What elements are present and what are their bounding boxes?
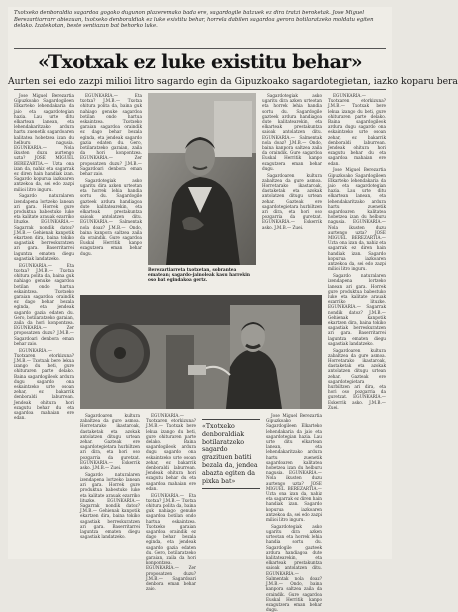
column-1-text-cont: Sagardo naturalaren izendapena lortzeko lanean ari gara. Horrek gure produktua babestuko luke eta kalitate arauak ezarriko lituzke. EGUNKARIA.— Sagarrak nondik datoz? J.M.B.— Gehienak kanpotik ekartzen dira, baina tokiko sagastiak berreskuratzen ari gara. Baserritarrei laguntza ematen diegu sagastiak landatzeko. xyxy=(14,193,74,261)
portrait-photo-image xyxy=(148,93,256,265)
text-column-5 xyxy=(328,93,386,557)
column-5-text-more: Sagardo naturalaren izendapena lortzeko lanean ari gara. Horrek gure produktua babestuko luke eta kalitate arauak ezarriko lituzke. EGUNKARIA.— Sagarrak nondik datoz? J.M.B.— Gehienak kanpotik ekartzen dira, baina tokiko sagastiak berreskuratzen ari gara. Baserritarrei laguntza ematen diegu sagastiak landatzeko. xyxy=(328,273,386,346)
text-column-3-lower xyxy=(146,413,196,592)
cider-tapping-photo-image xyxy=(80,295,322,409)
article-subheadline: Aurten sei edo zazpi milioi litro sagardo egin da Gipuzkoako sagardotegietan, iazko koparu bera xyxy=(8,76,458,87)
column-2-lower-text-cont: Sagardo naturalaren izendapena lortzeko lanean ari gara. Horrek gure produktua babestuko luke eta kalitate arauak ezarriko lituzke. EGUNKARIA.— Sagarrak nondik datoz? J.M.B.— Gehienak kanpotik ekartzen dira, baina tokiko sagastiak berreskuratzen ari gara. Baserritarrei laguntza ematen diegu sagastiak landatzeko. xyxy=(80,471,140,540)
column-5-text-end: Sagardoaren kultura zabaltzea da gure asmoa. Horretarako ikastaroak, dastaketak eta azokak antolatzen ditugu urtean zehar. Gazteak ere sagardotegietara hurbiltzen ari dira, eta hori oso pozgarria da guretzat. EGUNKARIA.— Eskerrik asko. J.M.B.— Zuei. xyxy=(328,347,386,410)
text-column-2-lower xyxy=(80,413,140,557)
bottom-photo xyxy=(80,295,322,409)
photo-caption: Berezartiarreta txotxetan, sobrantea ematean; sagardo-jainoleak kasu harrekin oso bat egindakoa gertz. xyxy=(148,268,250,284)
column-3-lower-text: EGUNKARIA.— Txotxaren etorkizuna? J.M.B.— Txotxak bere lekua izango du beti, gure ohituraren parte delako. Baina sagardogileok ardura dugu sagardo ona eskaintzeko urte osoan zehar, ez bakarrik denboraldi laburrean. Jendeak ohitura hori ezagutu behar du eta sagardoa mahaian ere edan. xyxy=(146,413,196,491)
text-column-1 xyxy=(14,93,74,557)
column-3-lower-text-cont: EGUNKARIA.— Eta txotxa? J.M.B.— Txotxa ohitura polita da, baina guk nahiago genuke sagardoa botilan ondo hartua eskaintzea. Txotxeko garaian sagardoa oraindik ez dago behar bezala eginda, eta jendeak sagardo gazia edaten du. Gero, botilaratzeko garaian, zaila da hori konpontzea. EGUNKARIA.— Zer proposatzen duzu? J.M.B.— Sagardoari denbora eman behar zaio. xyxy=(146,492,196,592)
column-5-text: EGUNKARIA.— Txotxaren etorkizuna? J.M.B.— Txotxak bere lekua izango du beti, gure ohituraren parte delako. Baina sagardogileok ardura dugu sagardo ona eskaintzeko urte osoan zehar, ez bakarrik denboraldi laburrean. Jendeak ohitura hori ezagutu behar du eta sagardoa mahaian ere edan. xyxy=(328,93,386,166)
article-headline: «Txotxak ez luke existitu behar» xyxy=(38,51,362,73)
top-photo xyxy=(148,93,256,265)
column-4-lower-text-cont: Sagardotegiak asko ugaritu dira azken urteotan eta horrek lehia handia sortu du. Sagardogile gazteek ardura handiagoa dute kalitatearekin, eta elkarteak prestakuntza saioak antolatzen ditu. EGUNKARIA.— Salmentak nola doaz? J.M.B.— Ondo, baina kanpora saltzea zaila da oraindik. Gure sagardoa Euskal Herritik kanpo ezagutzera eman behar dugu. xyxy=(266,523,322,612)
column-5-text-cont: Jose Miguel Berezartia Gipuzkoako Sagardogileen Elkarteko lehendakaria da jaio eta sagardotegian hazia. Lau urte ditu elkartean lanean, eta lehendakaritzako ardura hartu zuenetik sagardoaren kalitatea hobetzea izan du helburu nagusia. EGUNKARIA.— Nola ikusten duzu aurtengo uzta? JOSE MIGUEL BEREZARTIA.— Uzta ona izan da, nahiz eta sagarrak ez diren hain handiak izan. Sagardo kopurua iazkoaren antzekoa da, sei edo zazpi milioi litro inguru. xyxy=(328,167,386,272)
column-1-text-end: EGUNKARIA.— Txotxaren etorkizuna? J.M.B.— Txotxak bere lekua izango du beti, gure ohituraren parte delako. Baina sagardogileok ardura dugu sagardo ona eskaintzeko urte osoan zehar, ez bakarrik denboraldi laburrean. Jendeak ohitura hori ezagutu behar du eta sagardoa mahaian ere edan. xyxy=(14,347,74,421)
intro-paragraph: Txotxeko denboraldia sagardoa gogoko dugunon plazeremako bada ere, sagardogile batzuek ez dira tratzi beroketak. Jose Miguel Berezartiarrarr abiezuan, txotxeko denboraldiak ez luke existitu behar, horrela dabilen sagardoa gerora botilaratzeko moldatu egiten delako. Izatekotan, beste sentiazun bat behorko luke. xyxy=(14,10,374,30)
top-rule xyxy=(14,48,386,49)
column-4-lower-text: Jose Miguel Berezartia Gipuzkoako Sagardogileen Elkarteko lehendakaria da jaio eta sagardotegian hazia. Lau urte ditu elkartean lanean, eta lehendakaritzako ardura hartu zuenetik sagardoaren kalitatea hobetzea izan du helburu nagusia. EGUNKARIA.— Nola ikusten duzu aurtengo uzta? JOSE MIGUEL BEREZARTIA.— Uzta ona izan da, nahiz eta sagarrak ez diren hain handiak izan. Sagardo kopurua iazkoaren antzekoa da, sei edo zazpi milioi litro inguru. xyxy=(266,413,322,523)
column-4-text: Sagardotegiak asko ugaritu dira azken urteotan eta horrek lehia handia sortu du. Sagardogile gazteek ardura handiagoa dute kalitatearekin, eta elkarteak prestakuntza saioak antolatzen ditu. EGUNKARIA.— Salmentak nola doaz? J.M.B.— Ondo, baina kanpora saltzea zaila da oraindik. Gure sagardoa Euskal Herritik kanpo ezagutzera eman behar dugu. xyxy=(262,93,322,171)
subhead-rule xyxy=(14,89,386,90)
pull-quote: «Txotxeko denboraldiak botilaratzeko sagardo grazituen batiti bezala da, jendea abazta egiten da pixka bat» xyxy=(202,419,260,489)
column-1-text: Jose Miguel Berezartia Gipuzkoako Sagardogileen Elkarteko lehendakaria da jaio eta sagardotegian hazia. Lau urte ditu elkartean lanean, eta lehendakaritzako ardura hartu zuenetik sagardoaren kalitatea hobetzea izan du helburu nagusia. EGUNKARIA.— Nola ikusten duzu aurtengo uzta? JOSE MIGUEL BEREZARTIA.— Uzta ona izan da, nahiz eta sagarrak ez diren hain handiak izan. Sagardo kopurua iazkoaren antzekoa da, sei edo zazpi milioi litro inguru. xyxy=(14,93,74,192)
column-2-lower-text: Sagardoaren kultura zabaltzea da gure asmoa. Horretarako ikastaroak, dastaketak eta azokak antolatzen ditugu urtean zehar. Gazteak ere sagardotegietara hurbiltzen ari dira, eta hori oso pozgarria da guretzat. EGUNKARIA.— Eskerrik asko. J.M.B.— Zuei. xyxy=(80,413,140,471)
column-1-text-more: EGUNKARIA.— Eta txotxa? J.M.B.— Txotxa ohitura polita da, baina guk nahiago genuke sagardoa botilan ondo hartua eskaintzea. Txotxeko garaian sagardoa oraindik ez dago behar bezala eginda, eta jendeak sagardo gazia edaten du. Gero, botilaratzeko garaian, zaila da hori konpontzea. EGUNKARIA.— Zer proposatzen duzu? J.M.B.— Sagardoari denbora eman behar zaio. xyxy=(14,262,74,346)
newspaper-page xyxy=(8,7,458,612)
text-column-2 xyxy=(80,93,142,293)
column-2-text: EGUNKARIA.— Eta txotxa? J.M.B.— Txotxa ohitura polita da, baina guk nahiago genuke sagardoa botilan ondo hartua eskaintzea. Txotxeko garaian sagardoa oraindik ez dago behar bezala eginda, eta jendeak sagardo gazia edaten du. Gero, botilaratzeko garaian, zaila da hori konpontzea. EGUNKARIA.— Zer proposatzen duzu? J.M.B.— Sagardoari denbora eman behar zaio. xyxy=(80,93,142,177)
text-column-4-lower xyxy=(266,413,322,612)
column-2-text-cont: Sagardotegiak asko ugaritu dira azken urteotan eta horrek lehia handia sortu du. Sagardogile gazteek ardura handiagoa dute kalitatearekin, eta elkarteak prestakuntza saioak antolatzen ditu. EGUNKARIA.— Salmentak nola doaz? J.M.B.— Ondo, baina kanpora saltzea zaila da oraindik. Gure sagardoa Euskal Herritik kanpo ezagutzera eman behar dugu. xyxy=(80,177,142,256)
column-4-text-cont: Sagardoaren kultura zabaltzea da gure asmoa. Horretarako ikastaroak, dastaketak eta azokak antolatzen ditugu urtean zehar. Gazteak ere sagardotegietara hurbiltzen ari dira, eta hori oso pozgarria da guretzat. EGUNKARIA.— Eskerrik asko. J.M.B.— Zuei. xyxy=(262,172,322,230)
text-column-4 xyxy=(262,93,322,293)
